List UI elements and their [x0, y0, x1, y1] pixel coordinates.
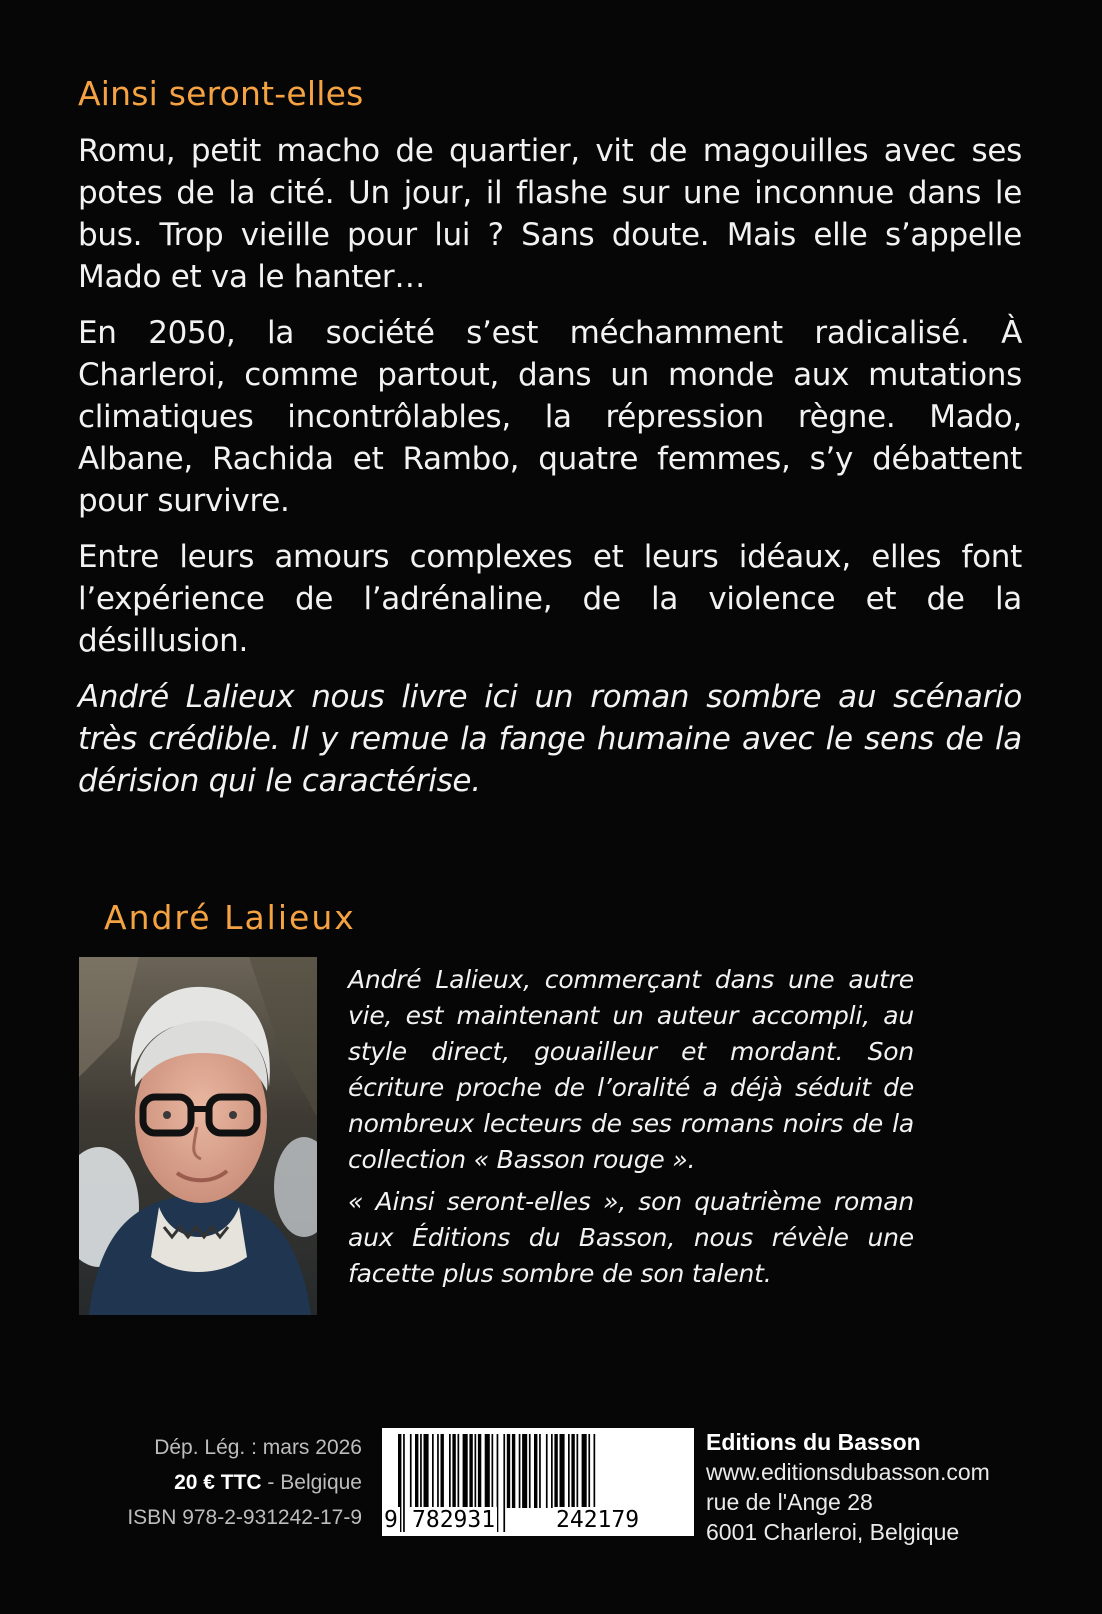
barcode-bar [534, 1434, 537, 1508]
barcode-bar [441, 1434, 444, 1508]
barcode-bar [478, 1434, 481, 1508]
barcode-bar [588, 1434, 590, 1508]
barcode-bar [519, 1434, 521, 1508]
barcode-bar [458, 1434, 460, 1508]
publisher-name: Editions du Basson [706, 1429, 921, 1455]
barcode-bar [492, 1434, 494, 1508]
barcode-bar [551, 1434, 553, 1508]
barcode-bar [529, 1434, 531, 1508]
barcode-bar [469, 1434, 472, 1508]
price-country: - Belgique [261, 1471, 362, 1494]
barcode-bar [463, 1434, 468, 1508]
author-name: André Lalieux [104, 898, 356, 937]
price-line [100, 1465, 362, 1500]
barcode-digits-left: 782931 [412, 1507, 496, 1533]
barcode-bar [420, 1434, 422, 1508]
isbn-barcode [382, 1428, 694, 1536]
barcode-bar [560, 1434, 565, 1508]
synopsis-quote: André Lalieux nous livre ici un roman sombre au scénario très crédible. Il y remue la fange humaine avec le sens de la dérision qui le caractérise. [78, 679, 1022, 799]
legal-info [100, 1430, 362, 1535]
book-title: Ainsi seront-elles [78, 74, 364, 113]
barcode-bar [475, 1434, 477, 1508]
barcode-bar [554, 1434, 557, 1508]
barcode-digit-first: 9 [384, 1507, 398, 1533]
price: 20 € TTC [174, 1471, 262, 1494]
barcode-bar [415, 1434, 418, 1508]
barcode-bar [539, 1434, 541, 1508]
synopsis-paragraph: Entre leurs amours complexes et leurs idéaux, elles font l’expérience de l’adrénaline, de la violence et de la désillusion. [78, 539, 1022, 659]
bio-paragraph: André Lalieux, commerçant dans une autre vie, est maintenant un auteur accompli, au style direct, gouailleur et mordant. Son écriture proche de l’oralité a déjà séduit de nombreux lecteurs de ses romans noirs de la collection « Basson rouge ». [348, 965, 914, 1174]
barcode-bar [577, 1434, 579, 1508]
publisher-info [706, 1427, 990, 1547]
barcode-bar [424, 1434, 429, 1508]
barcode-digits [382, 1505, 694, 1533]
synopsis-paragraph: Romu, petit macho de quartier, vit de magouilles avec ses potes de la cité. Un jour, il flashe sur une inconnue dans le bus. Trop vieille pour lui ? Sans doute. Mais elle s’appelle Mado et va le hanter… [78, 133, 1022, 295]
barcode-bar [582, 1434, 587, 1508]
barcode-bar [568, 1434, 570, 1508]
barcode-bar [512, 1434, 515, 1508]
author-bio [348, 962, 914, 1298]
barcode-bar [452, 1434, 455, 1508]
barcode-bar [449, 1434, 451, 1508]
barcode-bar [432, 1434, 434, 1508]
isbn: ISBN 978-2-931242-17-9 [127, 1506, 362, 1529]
barcode-bar [507, 1434, 510, 1508]
barcode-bar [546, 1434, 548, 1508]
barcode-bar [410, 1434, 412, 1508]
synopsis [78, 130, 1022, 816]
publisher-street: rue de l'Ange 28 [706, 1489, 873, 1515]
barcode-bar [485, 1434, 490, 1508]
barcode-bar [522, 1434, 527, 1508]
synopsis-paragraph: En 2050, la société s’est méchamment radicalisé. À Charleroi, comme partout, dans un monde aux mutations climatiques incontrôlables, la répression règne. Mado, Albane, Rachida et Rambo, quatre femmes, s’y débattent pour survivre. [78, 315, 1022, 519]
bio-paragraph: « Ainsi seront-elles », son quatrième roman aux Éditions du Basson, nous révèle une facette plus sombre de son talent. [348, 1187, 914, 1288]
publisher-city: 6001 Charleroi, Belgique [706, 1519, 960, 1545]
barcode-bar [571, 1434, 574, 1508]
publisher-website[interactable]: www.editionsdubasson.com [706, 1459, 990, 1485]
legal-deposit: Dép. Lég. : mars 2026 [154, 1436, 362, 1459]
author-portrait [79, 957, 317, 1315]
barcode-digits-right: 242179 [556, 1507, 640, 1533]
barcode-bar [437, 1434, 439, 1508]
